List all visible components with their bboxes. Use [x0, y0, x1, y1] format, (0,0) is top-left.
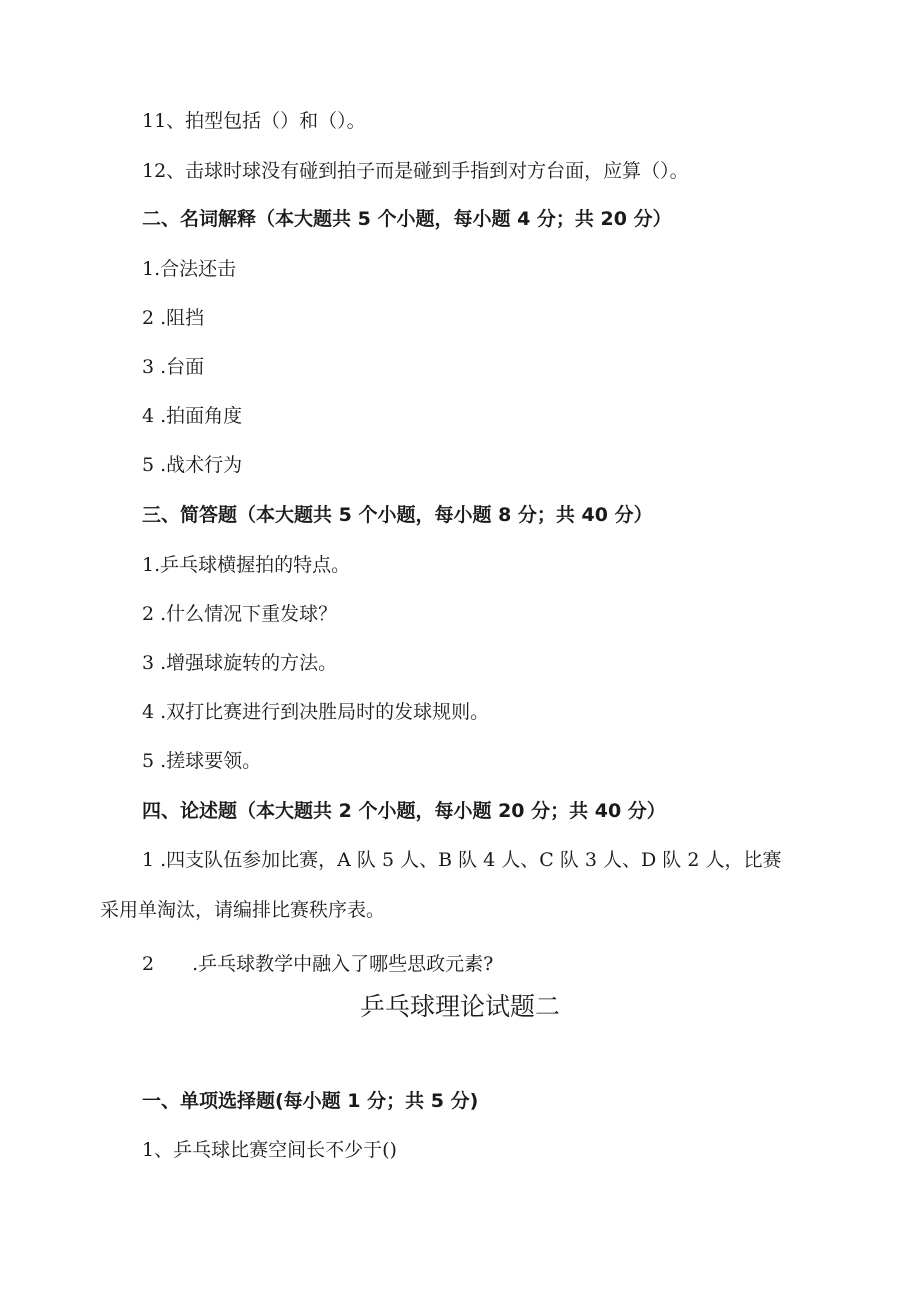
short-answer-item-4: 4 .双打比赛进行到决胜局时的发球规则。 — [142, 701, 490, 723]
term-item-1: 1.合法还击 — [142, 258, 237, 280]
term-item-3: 3 .台面 — [142, 356, 205, 378]
essay-item-1: 1 .四支队伍参加比赛，A 队 5 人、B 队 4 人、C 队 3 人、D 队 2 人，比赛 — [142, 849, 782, 871]
section-heading-single-choice: 一、单项选择题(每小题 1 分；共 5 分) — [142, 1090, 479, 1112]
section-heading-essay: 四、论述题（本大题共 2 个小题，每小题 20 分；共 40 分） — [142, 800, 666, 822]
short-answer-item-3: 3 .增强球旋转的方法。 — [142, 652, 338, 674]
section-heading-terms: 二、名词解释（本大题共 5 个小题，每小题 4 分；共 20 分） — [142, 208, 672, 230]
term-item-4: 4 .拍面角度 — [142, 405, 243, 427]
short-answer-item-5: 5 .搓球要领。 — [142, 750, 262, 772]
question-12: 12、击球时球没有碰到拍子而是碰到手指到对方台面，应算（）。 — [142, 160, 689, 182]
term-item-2: 2 .阻挡 — [142, 307, 205, 329]
essay-item-1-continuation: 采用单淘汰，请编排比赛秩序表。 — [100, 899, 386, 921]
exam-title: 乒乓球理论试题二 — [359, 992, 560, 1021]
essay-item-2: 2 .乒乓球教学中融入了哪些思政元素? — [142, 953, 494, 975]
question-11: 11、拍型包括（）和（）。 — [142, 110, 366, 132]
term-item-5: 5 .战术行为 — [142, 454, 243, 476]
single-choice-question-1: 1、乒乓球比赛空间长不少于() — [142, 1139, 397, 1161]
short-answer-item-2: 2 .什么情况下重发球？ — [142, 603, 338, 625]
short-answer-item-1: 1.乒乓球横握拍的特点。 — [142, 554, 351, 576]
section-heading-short-answer: 三、简答题（本大题共 5 个小题，每小题 8 分；共 40 分） — [142, 504, 653, 526]
